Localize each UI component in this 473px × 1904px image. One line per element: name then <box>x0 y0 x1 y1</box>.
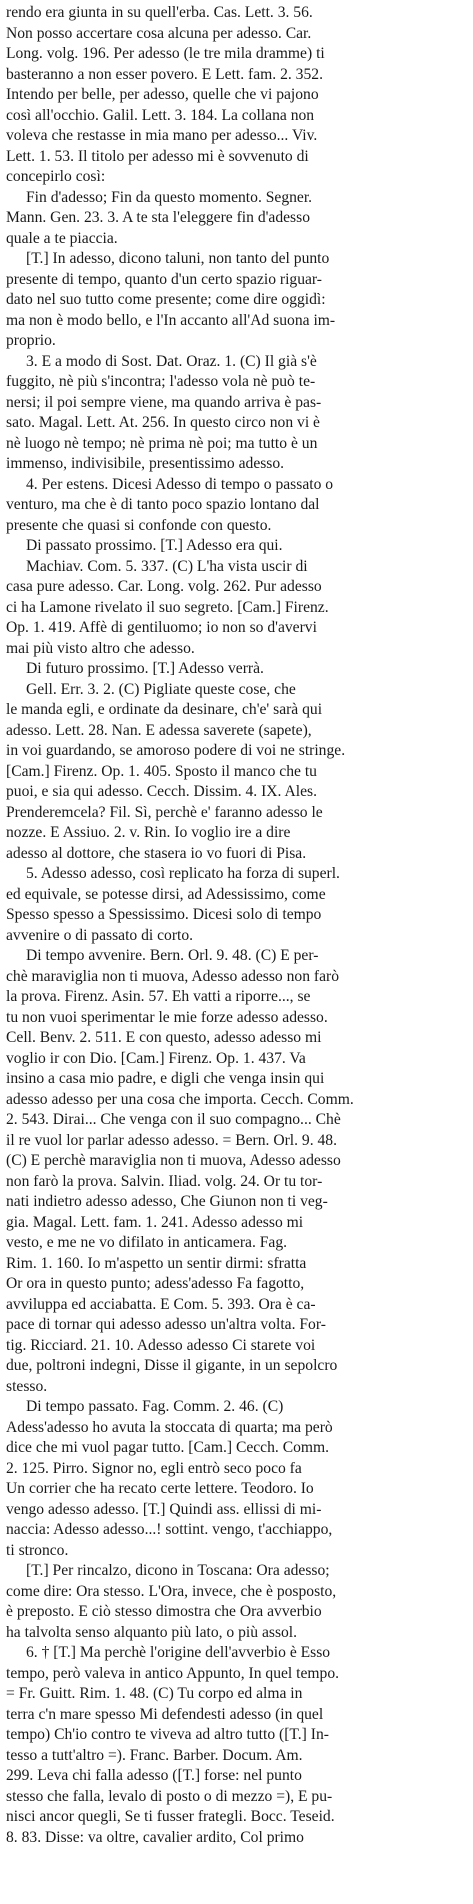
text-line: Gell. Err. 3. 2. (C) Pigliate queste cose, che <box>26 680 296 698</box>
text-line: fuggito, nè più s'incontra; l'adesso vola nè può te- <box>6 373 316 390</box>
text-line: casa pure adesso. Car. Long. volg. 262. Pur adesso <box>6 578 322 595</box>
text-line: concepirlo così: <box>6 168 106 185</box>
text-line: tig. Ricciard. 21. 10. Adesso adesso Ci starete voi <box>6 1336 316 1354</box>
text-line: (C) E perchè maraviglia non ti muova, Adesso adesso <box>6 1152 341 1169</box>
text-line: vesto, e me ne vo difilato in anticamera. Fag. <box>6 1234 288 1251</box>
text-line: terra c'n mare spesso Mi defendesti adesso (in quel <box>6 1705 324 1723</box>
text-line: tu non vuoi sperimentar le mie forze adesso adesso. <box>6 1008 328 1026</box>
text-line: due, poltroni indegni, Disse il gigante, in un sepolcro <box>6 1357 338 1374</box>
text-line: [Cam.] Firenz. Op. 1. 405. Sposto il manco che tu <box>6 762 317 780</box>
text-line: adesso al dottore, che stasera io vo fuori di Pisa. <box>6 844 307 862</box>
text-line: così all'occhio. Galil. Lett. 3. 184. La collana non <box>6 106 315 124</box>
text-line: dice che mi vuol pagar tutto. [Cam.] Cecch. Comm. <box>6 1439 330 1456</box>
text-line: nati indietro adesso adesso, Che Giunon non ti veg- <box>6 1193 328 1210</box>
text-line: ci ha Lamone rivelato il suo segreto. [Cam.] Firenz. <box>6 598 329 616</box>
text-line: mai più visto altro che adesso. <box>6 639 195 657</box>
text-line: 8. 83. Disse: va oltre, cavalier ardito, Col primo <box>6 1828 304 1846</box>
text-line: adesso. Lett. 28. Nan. E adessa saverete (sapete), <box>6 721 312 739</box>
text-line: non farò la prova. Salvin. Iliad. volg. 24. Or tu tor- <box>6 1172 323 1190</box>
text-line <box>6 1848 468 1869</box>
text-line: immenso, indivisibile, presentissimo adesso. <box>6 455 285 472</box>
text-line: 299. Leva chi falla adesso ([T.] forse: nel punto <box>6 1767 302 1784</box>
text-line: Cell. Benv. 2. 511. E con questo, adesso adesso mi <box>6 1029 322 1046</box>
text-line: basteranno a non esser povero. E Lett. fam. 2. 352. <box>6 65 323 83</box>
text-line: Machiav. Com. 5. 337. (C) L'ha vista uscir di <box>26 557 308 575</box>
text-line: proprio. <box>6 332 56 349</box>
text-line: dato nel suo tutto come presente; come dire oggidì: <box>6 291 326 308</box>
text-line: sato. Magal. Lett. At. 256. In questo circo non vi è <box>6 414 320 431</box>
text-line: 2. 543. Dirai... Che venga con il suo compagno... Chè <box>6 1111 341 1128</box>
text-line: 4. Per estens. Dicesi Adesso di tempo o passato o <box>26 475 334 493</box>
text-line: stesso che falla, levalo di posto o di mezzo =), E pu- <box>6 1787 333 1805</box>
text-line: = Fr. Guitt. Rim. 1. 48. (C) Tu corpo ed alma in <box>6 1685 303 1702</box>
text-line: nersi; il poi sempre viene, ma quando arriva è pas- <box>6 393 322 411</box>
text-line: Di tempo avvenire. Bern. Orl. 9. 48. (C) E per- <box>26 947 319 964</box>
text-line: gia. Magal. Lett. fam. 1. 241. Adesso adesso mi <box>6 1213 304 1231</box>
text-line: avvenire o di passato di corto. <box>6 926 194 944</box>
text-line: nisci ancor quegli, Se ti fusser frategli. Bocc. Teseid. <box>6 1808 335 1825</box>
text-line: presente che quasi si confonde con questo. <box>6 516 272 534</box>
text-line: la prova. Firenz. Asin. 57. Eh vatti a riporre..., se <box>6 988 311 1005</box>
text-line: avviluppa ed acciabatta. E Com. 5. 393. Ora è ca- <box>6 1295 316 1313</box>
text-line: [T.] Per rincalzo, dicono in Toscana: Ora adesso; <box>26 1562 330 1579</box>
text-line: Spesso spesso a Spessissimo. Dicesi solo di tempo <box>6 906 322 923</box>
text-line: pace di tornar qui adesso adesso un'altra volta. For- <box>6 1316 326 1333</box>
text-line: 2. 125. Pirro. Signor no, egli entrò seco poco fa <box>6 1459 302 1477</box>
text-line: Mann. Gen. 23. 3. A te sta l'eleggere fin d'adesso <box>6 209 310 226</box>
text-line: adesso adesso per una cosa che importa. Cecch. Comm. <box>6 1090 354 1108</box>
text-line: Prenderemcela? Fil. Sì, perchè e' faranno adesso le <box>6 803 323 821</box>
text-line: ti stronco. <box>6 1541 69 1559</box>
text-line: Long. volg. 196. Per adesso (le tre mila dramme) ti <box>6 45 325 62</box>
text-line: venturo, ma che è di tanto poco spazio lontano dal <box>6 496 320 513</box>
text-line: il re vuol lor parlar adesso adesso. = Bern. Orl. 9. 48. <box>6 1131 337 1149</box>
text-line: tempo, però valeva in antico Appunto, In quel tempo. <box>6 1664 340 1682</box>
text-line: insino a casa mio padre, e digli che venga insin qui <box>6 1070 325 1087</box>
text-line: nozze. E Assiuo. 2. v. Rin. Io voglio ire a dire <box>6 824 291 841</box>
text-line: Di tempo passato. Fag. Comm. 2. 46. (C) <box>26 1398 284 1415</box>
text-line: in voi guardando, se amoroso podere di voi ne stringe. <box>6 742 346 759</box>
text-line: Intendo per belle, per adesso, quelle che vi pajono <box>6 86 319 103</box>
text-line: tesso a tutt'altro =). Franc. Barber. Docum. Am. <box>6 1746 303 1764</box>
text-line: presente di tempo, quanto d'un certo spazio riguar- <box>6 270 323 288</box>
text-line: puoi, e sia qui adesso. Cecch. Dissim. 4. IX. Ales. <box>6 783 317 800</box>
text-line: ha talvolta senso alquanto più lato, o più assol. <box>6 1623 298 1641</box>
text-line: chè maraviglia non ti muova, Adesso adesso non farò <box>6 967 340 985</box>
text-line: è preposto. E ciò stesso dimostra che Ora avverbio <box>6 1603 322 1620</box>
text-line: Rim. 1. 160. Io m'aspetto un sentir dirmi: sfratta <box>6 1254 307 1272</box>
text-line: rendo era giunta in su quell'erba. Cas. Lett. 3. 56. <box>6 4 313 21</box>
text-line: le manda egli, e ordinate da desinare, ch'e' sarà qui <box>6 701 323 718</box>
text-line: Or ora in questo punto; adess'adesso Fa fagotto, <box>6 1275 305 1292</box>
text-line: Non posso accertare cosa alcuna per adesso. Car. <box>6 24 312 42</box>
text-line: 5. Adesso adesso, così replicato ha forza di superl. <box>26 865 340 882</box>
text-line: Di futuro prossimo. [T.] Adesso verrà. <box>26 660 264 677</box>
text-line: voglio ir con Dio. [Cam.] Firenz. Op. 1. 437. Va <box>6 1049 306 1067</box>
text-line: Un corrier che ha recato certe lettere. Teodoro. Io <box>6 1480 314 1497</box>
text-line: come dire: Ora stesso. L'Ora, invece, che è posposto, <box>6 1582 337 1600</box>
text-line: Lett. 1. 53. Il titolo per adesso mi è sovvenuto di <box>6 147 309 165</box>
text-line: voleva che restasse in mia mano per adesso... Viv. <box>6 127 318 144</box>
text-line: 3. E a modo di Sost. Dat. Oraz. 1. (C) Il già s'è <box>26 352 317 370</box>
text-line: Adess'adesso ho avuta la stoccata di quarta; ma però <box>6 1418 333 1436</box>
text-line: Di passato prossimo. [T.] Adesso era qui. <box>26 537 283 554</box>
text-line: vengo adesso adesso. [T.] Quindi ass. ellissi di mi- <box>6 1500 322 1518</box>
text-line: tempo) Ch'io contro te viveva ad altro tutto ([T.] In- <box>6 1726 329 1743</box>
text-line: nè luogo nè tempo; nè prima nè poi; ma tutto è un <box>6 434 318 452</box>
text-line: Fin d'adesso; Fin da questo momento. Segner. <box>26 188 313 206</box>
text-line: [T.] In adesso, dicono taluni, non tanto del punto <box>26 250 330 267</box>
text-line: quale a te piaccia. <box>6 229 118 247</box>
text-line: naccia: Adesso adesso...! sottint. vengo, t'acchiappo, <box>6 1521 333 1538</box>
text-line: ma non è modo bello, e l'In accanto all'Ad suona im- <box>6 311 336 329</box>
text-line: Op. 1. 419. Affè di gentiluomo; io non so d'avervi <box>6 619 317 636</box>
text-line: stesso. <box>6 1377 48 1395</box>
text-line: ed equivale, se potesse dirsi, ad Adessissimo, come <box>6 885 326 903</box>
text-line: 6. † [T.] Ma perchè l'origine dell'avverbio è Esso <box>26 1644 331 1661</box>
